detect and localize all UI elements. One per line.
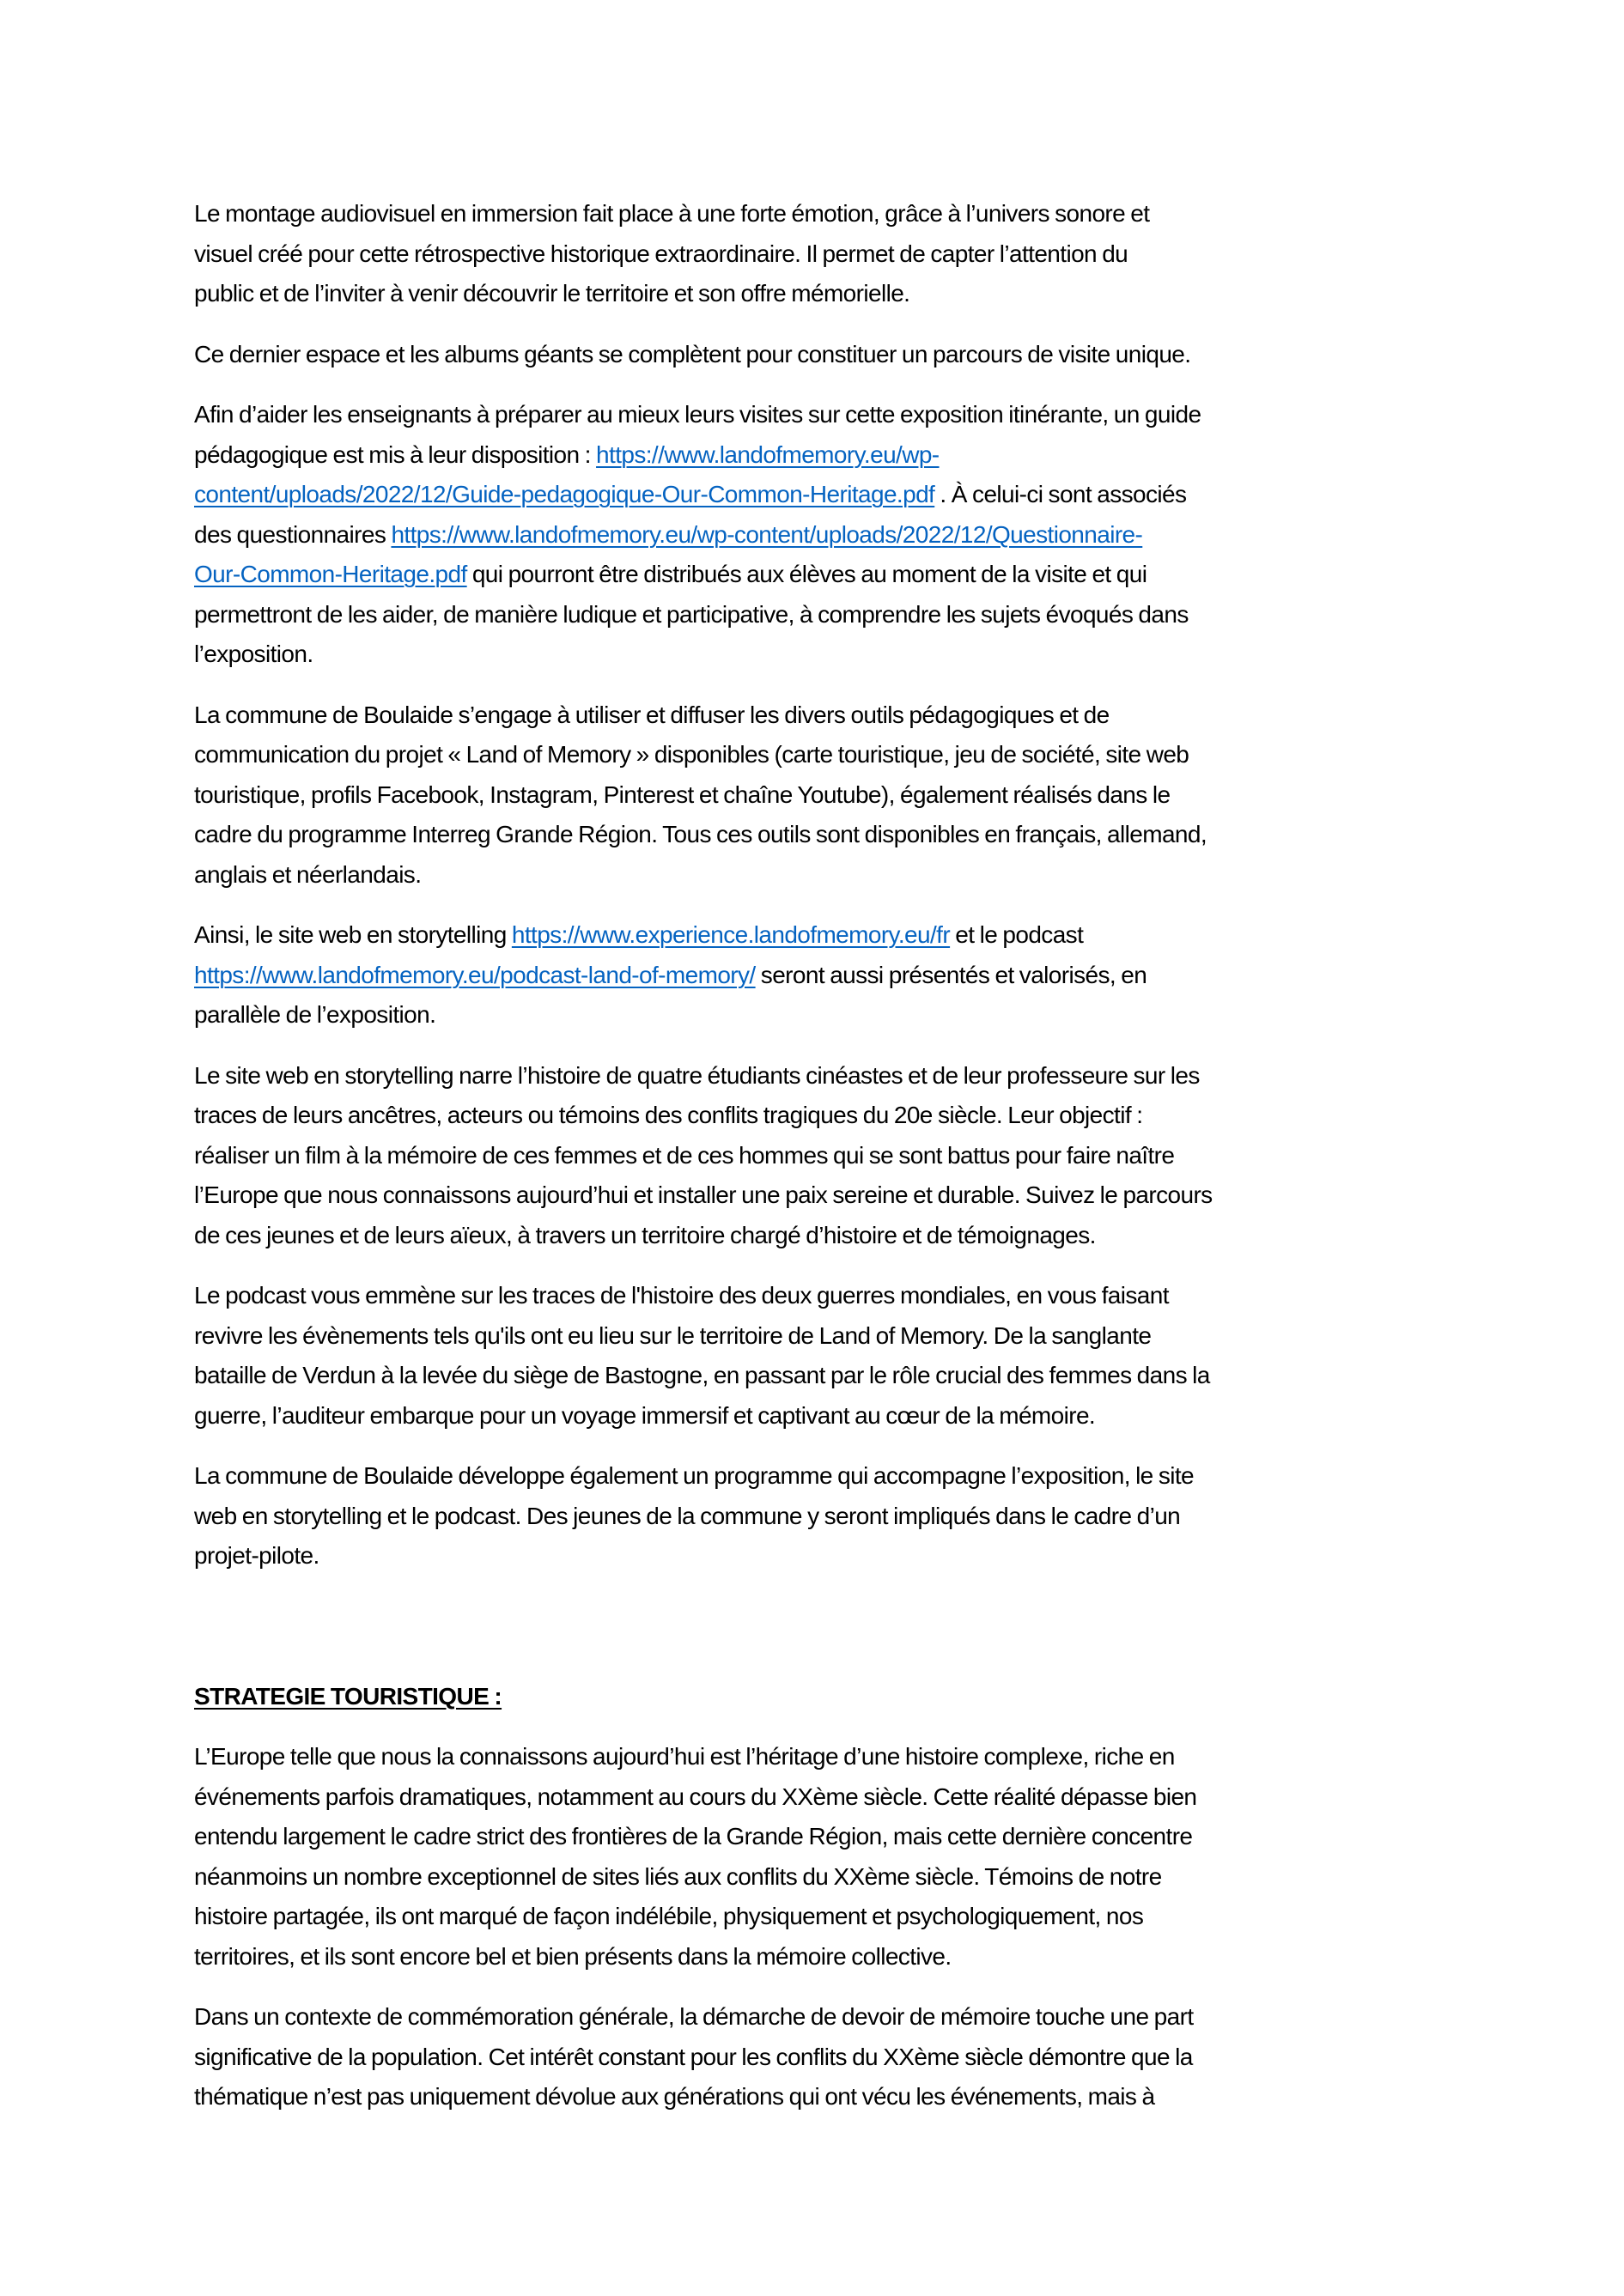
text-run: cadre du programme Interreg Grande Région. Tous ces outils sont disponibles en français, allemand, [194, 821, 1207, 847]
text-run: parallèle de l’exposition. [194, 1001, 436, 1028]
paragraph [194, 915, 1457, 1036]
text-line [194, 555, 1457, 595]
paragraph [194, 395, 1457, 675]
text-line [194, 695, 1457, 736]
text-run: . À celui-ci sont associés [934, 481, 1187, 507]
text-line [194, 1817, 1457, 1857]
text-line [194, 435, 1457, 476]
hyperlink[interactable]: https://www.landofmemory.eu/wp-content/uploads/2022/12/Questionnaire- [391, 520, 1143, 548]
paragraph [194, 335, 1457, 375]
text-run: Le site web en storytelling narre l’histoire de quatre étudiants cinéastes et de leur professeure sur les [194, 1061, 1200, 1089]
text-run: réaliser un film à la mémoire de ces femmes et de ces hommes qui se sont battus pour faire naître [194, 1141, 1175, 1169]
text-line [194, 775, 1457, 816]
text-run: seront aussi présentés et valorisés, en [755, 961, 1147, 988]
text-run: L’Europe telle que nous la connaissons aujourd’hui est l’héritage d’une histoire complexe, riche en [194, 1743, 1175, 1770]
hyperlink[interactable]: https://www.landofmemory.eu/wp- [596, 440, 940, 468]
text-run: web en storytelling et le podcast. Des jeunes de la commune y seront impliqués dans le cadre d’un [194, 1502, 1181, 1529]
text-line [194, 2077, 1457, 2117]
paragraph [194, 1276, 1457, 1436]
text-run: territoires, et ils sont encore bel et bien présents dans la mémoire collective. [194, 1942, 952, 1970]
text-line [194, 1096, 1457, 1136]
text-run: l’exposition. [194, 641, 313, 667]
text-run: communication du projet « Land of Memory » disponibles (carte touristique, jeu de société, site web [194, 741, 1189, 768]
text-line [194, 274, 1457, 314]
text-line [194, 956, 1457, 996]
paragraph [194, 695, 1457, 896]
text-run: significative de la population. Cet intérêt constant pour les conflits du XXème siècle démontre que la [194, 2043, 1193, 2070]
text-line [194, 515, 1457, 556]
text-run: anglais et néerlandais. [194, 860, 422, 888]
hyperlink[interactable]: https://www.landofmemory.eu/podcast-land-of-memory/ [194, 961, 756, 988]
body-section-strategie [194, 1737, 1457, 2117]
paragraph [194, 1737, 1457, 1977]
text-line [194, 194, 1457, 234]
text-run: visuel créé pour cette rétrospective historique extraordinaire. Il permet de capter l’attention du [194, 240, 1128, 267]
text-run: Le montage audiovisuel en immersion fait place à une forte émotion, grâce à l’univers sonore et [194, 200, 1150, 227]
text-line [194, 1737, 1457, 1777]
text-run: public et de l’inviter à venir découvrir le territoire et son offre mémorielle. [194, 280, 910, 307]
text-line [194, 995, 1457, 1036]
text-run: traces de leurs ancêtres, acteurs ou témoins des conflits tragiques du 20e siècle. Leur objectif : [194, 1102, 1143, 1128]
text-run: projet-pilote. [194, 1542, 319, 1569]
text-run: thématique n’est pas uniquement dévolue aux générations qui ont vécu les événements, mais à [194, 2083, 1155, 2110]
hyperlink[interactable]: content/uploads/2022/12/Guide-pedagogique-Our-Common-Heritage.pdf [194, 481, 935, 507]
text-run: qui pourront être distribués aux élèves au moment de la visite et qui [466, 561, 1147, 587]
text-line [194, 1276, 1457, 1316]
text-line [194, 1316, 1457, 1357]
text-line [194, 1857, 1457, 1898]
text-line [194, 234, 1457, 275]
text-run: Dans un contexte de commémoration générale, la démarche de devoir de mémoire touche une part [194, 2003, 1194, 2030]
text-line [194, 1937, 1457, 1977]
text-line [194, 815, 1457, 855]
text-run: néanmoins un nombre exceptionnel de sites liés aux conflits du XXème siècle. Témoins de notre [194, 1862, 1162, 1890]
text-line [194, 335, 1457, 375]
text-line [194, 1536, 1457, 1576]
text-run: pédagogique est mis à leur disposition : [194, 440, 597, 468]
text-run: Le podcast vous emmène sur les traces de l'histoire des deux guerres mondiales, en vous faisant [194, 1282, 1169, 1309]
text-run: guerre, l’auditeur embarque pour un voyage immersif et captivant au cœur de la mémoire. [194, 1401, 1096, 1429]
section-heading-strategie-touristique: STRATEGIE TOURISTIQUE : [194, 1682, 502, 1710]
paragraph [194, 1997, 1457, 2117]
text-line [194, 2038, 1457, 2078]
text-run: Ce dernier espace et les albums géants se complètent pour constituer un parcours de visite unique. [194, 340, 1191, 367]
text-line [194, 1997, 1457, 2038]
text-line [194, 595, 1457, 635]
text-line [194, 915, 1457, 956]
document-page [194, 194, 1457, 2138]
text-run: et le podcast [950, 921, 1084, 948]
text-run: entendu largement le cadre strict des frontières de la Grande Région, mais cette dernière concentre [194, 1823, 1193, 1850]
paragraph [194, 194, 1457, 314]
text-line [194, 1777, 1457, 1818]
text-line [194, 1497, 1457, 1537]
text-line [194, 1897, 1457, 1937]
section-spacer [194, 1597, 1457, 1677]
text-run: histoire partagée, ils ont marqué de façon indélébile, physiquement et psychologiquement, nos [194, 1903, 1144, 1929]
text-run: La commune de Boulaide s’engage à utiliser et diffuser les divers outils pédagogiques et de [194, 701, 1110, 728]
text-line [194, 1216, 1457, 1256]
text-run: l’Europe que nous connaissons aujourd’hui et installer une paix sereine et durable. Suivez le parcours [194, 1181, 1213, 1208]
text-line [194, 1456, 1457, 1497]
text-run: touristique, profils Facebook, Instagram, Pinterest et chaîne Youtube), également réalisés dans le [194, 781, 1171, 808]
text-run: de ces jeunes et de leurs aïeux, à travers un territoire chargé d’histoire et de témoignages. [194, 1221, 1096, 1248]
text-run: Ainsi, le site web en storytelling [194, 921, 512, 948]
paragraph [194, 1456, 1457, 1576]
hyperlink[interactable]: https://www.experience.landofmemory.eu/fr [511, 921, 951, 948]
body-section-exhibition [194, 194, 1457, 1576]
text-run: des questionnaires [194, 520, 392, 548]
text-run: revivre les évènements tels qu'ils ont eu lieu sur le territoire de Land of Memory. De la sanglante [194, 1321, 1152, 1349]
text-run: permettront de les aider, de manière ludique et participative, à comprendre les sujets évoqués dans [194, 600, 1189, 628]
text-line [194, 1136, 1457, 1176]
paragraph [194, 1056, 1457, 1256]
text-run: La commune de Boulaide développe également un programme qui accompagne l’exposition, le site [194, 1462, 1195, 1489]
text-run: Afin d’aider les enseignants à préparer au mieux leurs visites sur cette exposition itinérante, un guide [194, 401, 1201, 428]
text-line [194, 475, 1457, 515]
text-line [194, 1175, 1457, 1216]
text-line [194, 1056, 1457, 1096]
text-run: événements parfois dramatiques, notamment au cours du XXème siècle. Cette réalité dépasse bien [194, 1783, 1197, 1810]
text-line [194, 735, 1457, 775]
text-line [194, 635, 1457, 675]
hyperlink[interactable]: Our-Common-Heritage.pdf [194, 561, 467, 587]
text-line [194, 395, 1457, 435]
text-run: bataille de Verdun à la levée du siège de Bastogne, en passant par le rôle crucial des femmes dans la [194, 1362, 1210, 1388]
text-line [194, 1356, 1457, 1396]
text-line [194, 855, 1457, 896]
text-line [194, 1396, 1457, 1437]
